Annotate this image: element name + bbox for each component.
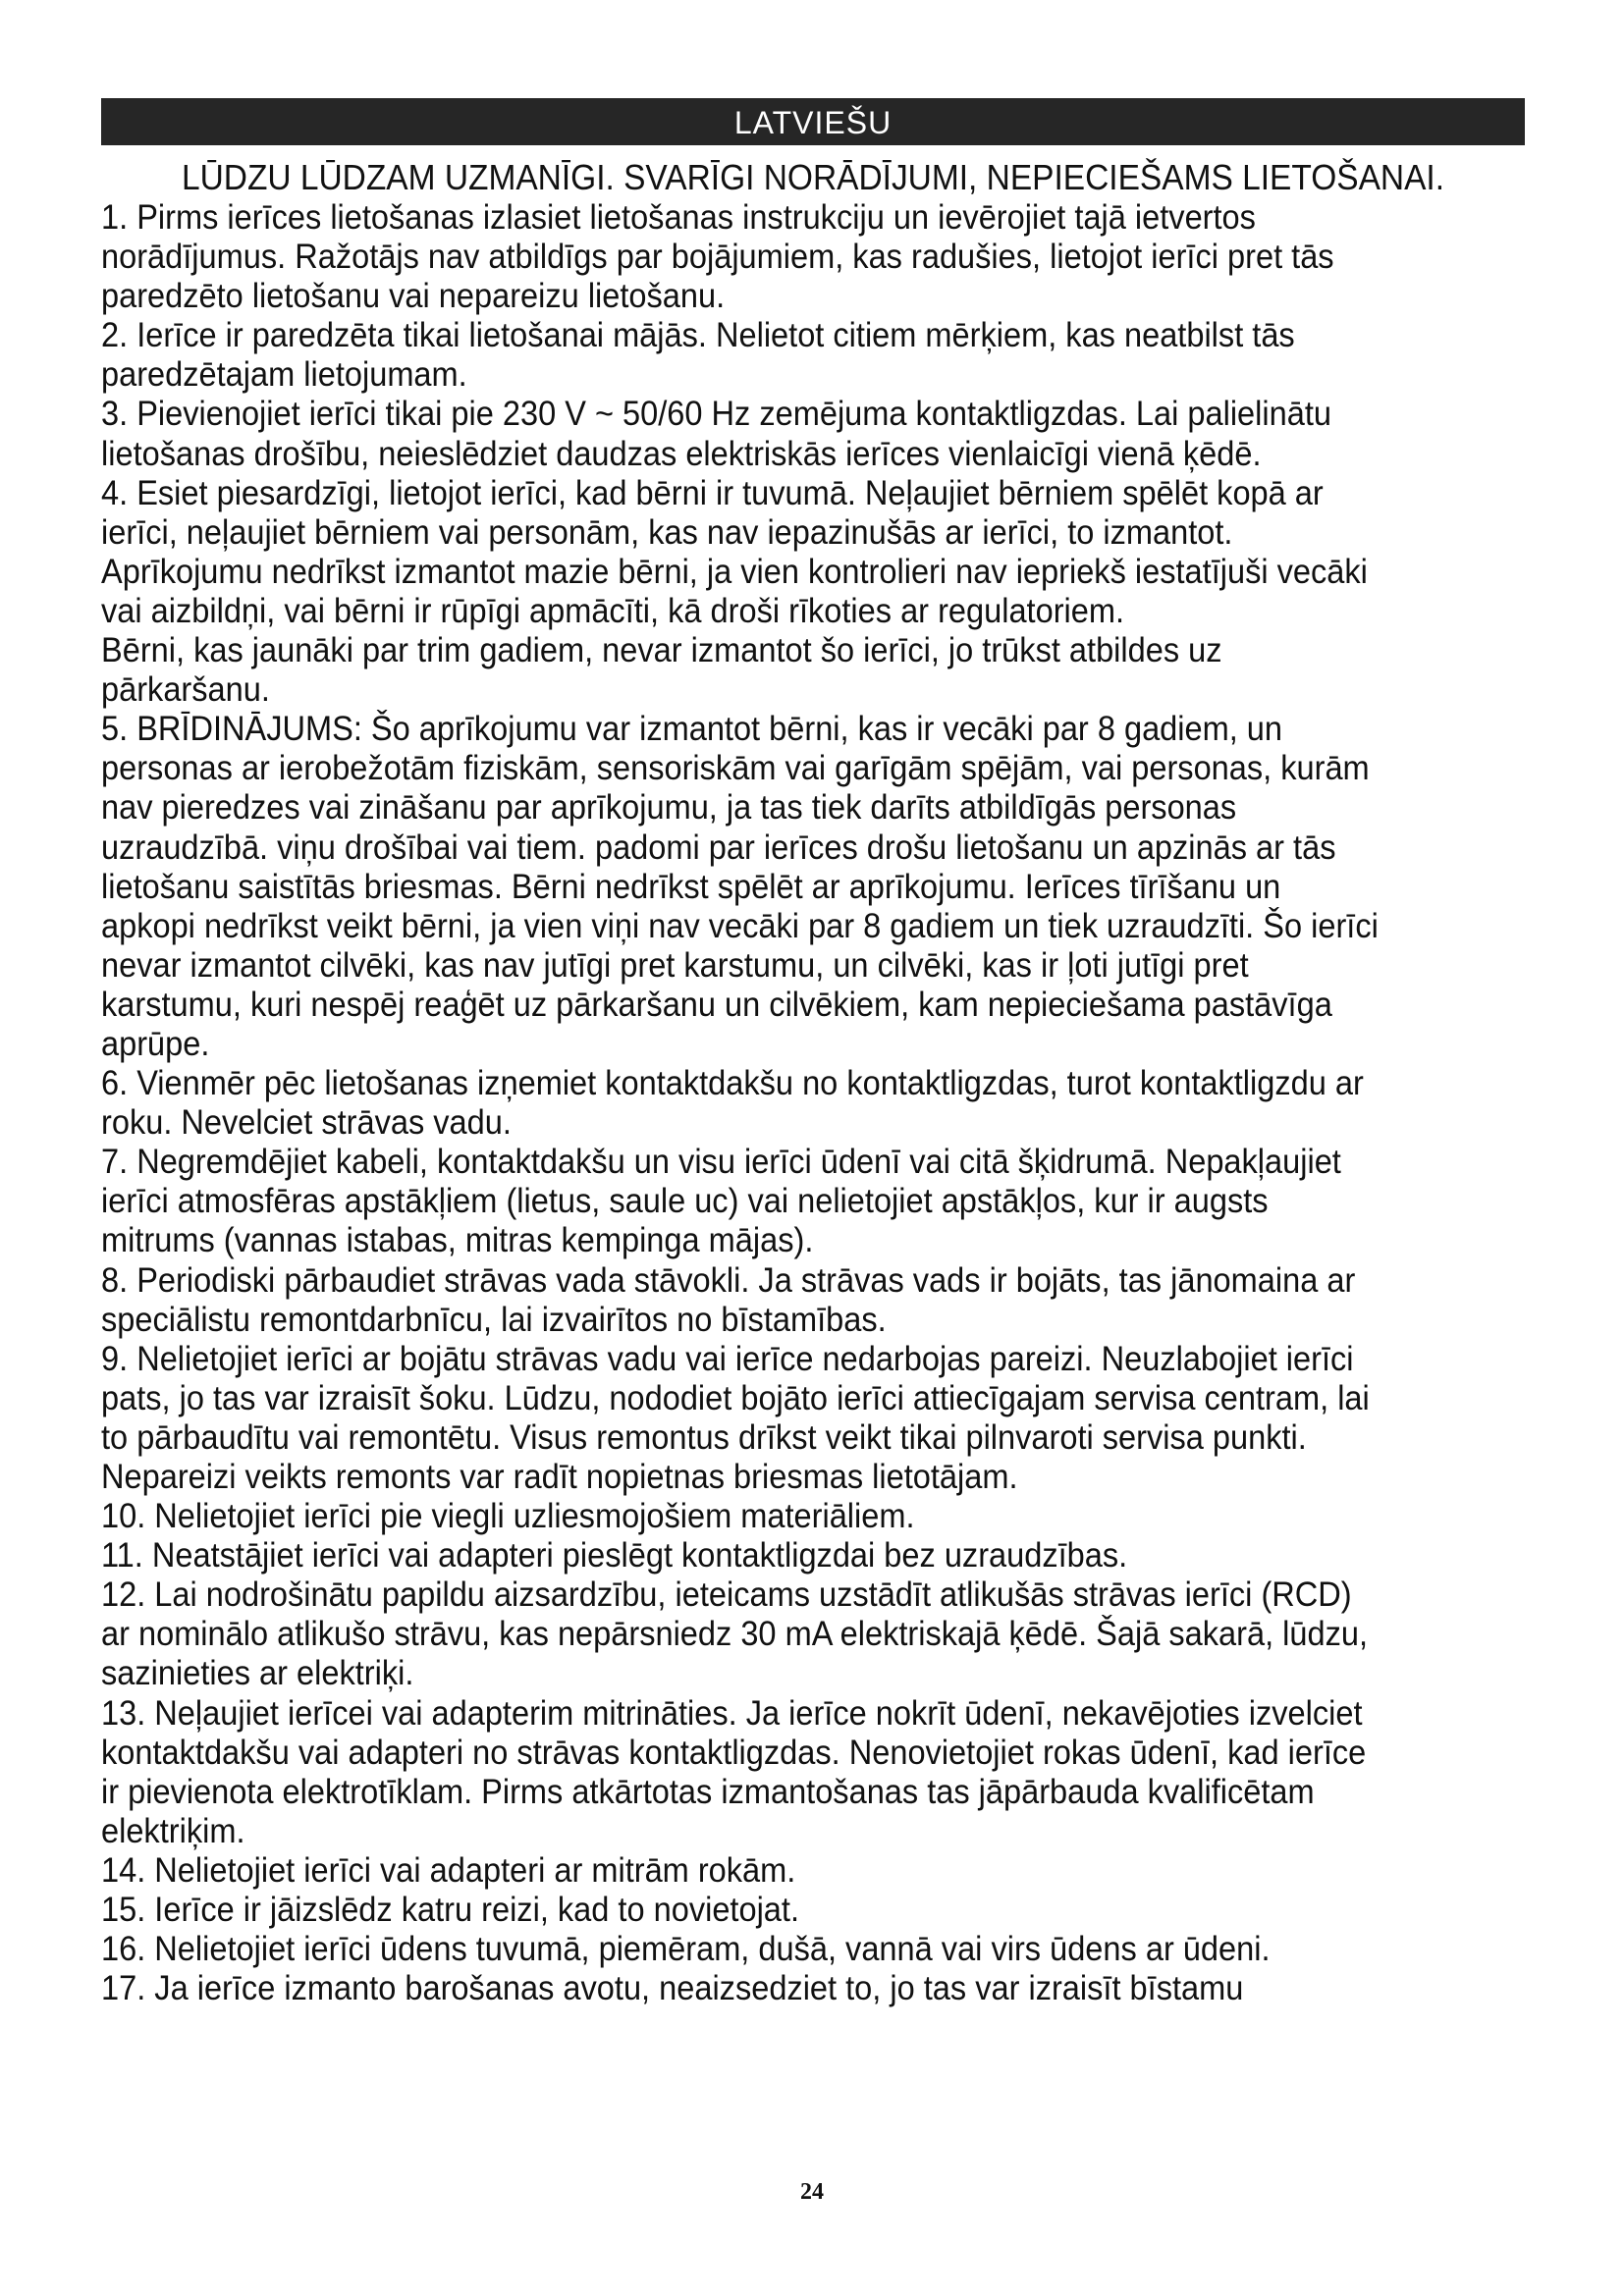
instruction-line: vai aizbildņi, vai bērni ir rūpīgi apmācīti, kā droši rīkoties ar regulatoriem. — [101, 591, 1125, 630]
instruction-line: elektriķim. — [101, 1811, 245, 1850]
instruction-line: mitrums (vannas istabas, mitras kempinga mājas). — [101, 1221, 814, 1260]
instruction-line: 15. Ierīce ir jāizslēdz katru reizi, kad to novietojat. — [101, 1891, 799, 1930]
instruction-line: norādījumus. Ražotājs nav atbildīgs par bojājumiem, kas radušies, lietojot ierīci pret tās — [101, 238, 1334, 277]
instruction-line: Aprīkojumu nedrīkst izmantot mazie bērni, ja vien kontrolieri nav iepriekš iestatījuši vecāki — [101, 552, 1368, 591]
instruction-line: Nepareizi veikts remonts var radīt nopietnas briesmas lietotājam. — [101, 1458, 1018, 1496]
instruction-line: karstumu, kuri nespēj reaģēt uz pārkaršanu un cilvēkiem, kam nepieciešama pastāvīga — [101, 985, 1332, 1024]
instruction-line: to pārbaudītu vai remontētu. Visus remontus drīkst veikt tikai pilnvaroti servisa punkti. — [101, 1417, 1307, 1457]
instruction-line: 6. Vienmēr pēc lietošanas izņemiet kontaktdakšu no kontaktligzdas, turot kontaktligzdu ar — [101, 1064, 1364, 1103]
language-header-bar — [101, 98, 1525, 145]
page-number: 24 — [800, 2179, 824, 2205]
instruction-line: pats, jo tas var izraisīt šoku. Lūdzu, nododiet bojāto ierīci attiecīgajam servisa centram, lai — [101, 1378, 1370, 1417]
instruction-line: 1. Pirms ierīces lietošanas izlasiet lietošanas instrukciju un ievērojiet tajā ietvertos — [101, 198, 1256, 237]
instruction-line: sazinieties ar elektriķi. — [101, 1654, 414, 1693]
safety-heading: LŪDZU LŪDZAM UZMANĪGI. SVARĪGI NORĀDĪJUMI, NEPIECIEŠAMS LIETOŠANAI. — [181, 157, 1445, 197]
instruction-line: paredzēto lietošanu vai nepareizu lietošanu. — [101, 277, 726, 316]
instruction-line: ierīci atmosfēras apstākļiem (lietus, saule uc) vai nelietojiet apstākļos, kur ir augsts — [101, 1182, 1269, 1221]
instruction-line: personas ar ierobežotām fiziskām, sensoriskām vai garīgām spējām, vai personas, kurām — [101, 749, 1370, 788]
instruction-line: ir pievienota elektrotīklam. Pirms atkārtotas izmantošanas tas jāpārbauda kvalificētam — [101, 1772, 1315, 1811]
instruction-line: 16. Nelietojiet ierīci ūdens tuvumā, piemēram, dušā, vannā vai virs ūdens ar ūdeni. — [101, 1930, 1271, 1969]
instruction-line: 4. Esiet piesardzīgi, lietojot ierīci, kad bērni ir tuvumā. Neļaujiet bērniem spēlēt kopā ar — [101, 473, 1324, 512]
instruction-line: 14. Nelietojiet ierīci vai adapteri ar mitrām rokām. — [101, 1850, 796, 1890]
instruction-line: ar nominālo atlikušo strāvu, kas nepārsniedz 30 mA elektriskajā ķēdē. Šajā sakarā, lūdzu, — [101, 1615, 1369, 1654]
instruction-line: uzraudzībā. viņu drošībai vai tiem. padomi par ierīces drošu lietošanu un apzinās ar tās — [101, 828, 1336, 867]
instruction-line: 2. Ierīce ir paredzēta tikai lietošanai mājās. Nelietot citiem mērķiem, kas neatbilst tās — [101, 316, 1295, 355]
instructions-body — [101, 198, 1521, 2008]
instruction-line: 10. Nelietojiet ierīci pie viegli uzliesmojošiem materiāliem. — [101, 1497, 915, 1536]
instruction-line: 5. BRĪDINĀJUMS: Šo aprīkojumu var izmantot bērni, kas ir vecāki par 8 gadiem, un — [101, 710, 1283, 749]
instruction-line: 7. Negremdējiet kabeli, kontaktdakšu un visu ierīci ūdenī vai citā šķidrumā. Nepakļaujiet — [101, 1143, 1341, 1182]
instruction-line: 13. Neļaujiet ierīcei vai adapterim mitrināties. Ja ierīce nokrīt ūdenī, nekavējoties izvelciet — [101, 1693, 1363, 1733]
instruction-line: speciālistu remontdarbnīcu, lai izvairītos no bīstamības. — [101, 1300, 887, 1339]
instruction-line: ierīci, neļaujiet bērniem vai personām, kas nav iepazinušās ar ierīci, to izmantot. — [101, 512, 1233, 552]
instruction-line: nevar izmantot cilvēki, kas nav jutīgi pret karstumu, un cilvēki, kas ir ļoti jutīgi pret — [101, 945, 1249, 985]
instruction-line: lietošanu saistītās briesmas. Bērni nedrīkst spēlēt ar aprīkojumu. Ierīces tīrīšanu un — [101, 867, 1281, 906]
instruction-line: 11. Neatstājiet ierīci vai adapteri pieslēgt kontaktligzdai bez uzraudzības. — [101, 1536, 1128, 1575]
instruction-line: nav pieredzes vai zināšanu par aprīkojumu, ja tas tiek darīts atbildīgās personas — [101, 788, 1237, 828]
instruction-line: apkopi nedrīkst veikt bērni, ja vien viņi nav vecāki par 8 gadiem un tiek uzraudzīti. Šo ierīci — [101, 906, 1379, 945]
instruction-line: kontaktdakšu vai adapteri no strāvas kontaktligzdas. Nenovietojiet rokas ūdenī, kad ierīce — [101, 1733, 1367, 1772]
instruction-line: Bērni, kas jaunāki par trim gadiem, nevar izmantot šo ierīci, jo trūkst atbildes uz — [101, 631, 1222, 670]
instruction-line: lietošanas drošību, neieslēdziet daudzas elektriskās ierīces vienlaicīgi vienā ķēdē. — [101, 434, 1262, 473]
instruction-line: roku. Nevelciet strāvas vadu. — [101, 1103, 512, 1143]
language-label: LATVIEŠU — [733, 105, 893, 140]
document-page — [101, 98, 1525, 2008]
instruction-line: 8. Periodiski pārbaudiet strāvas vada stāvokli. Ja strāvas vads ir bojāts, tas jānomaina ar — [101, 1260, 1356, 1300]
instruction-line: aprūpe. — [101, 1024, 210, 1063]
instruction-line: pārkaršanu. — [101, 670, 270, 710]
instruction-line: 17. Ja ierīce izmanto barošanas avotu, neaizsedziet to, jo tas var izraisīt bīstamu — [101, 1969, 1244, 2008]
instruction-line: paredzētajam lietojumam. — [101, 355, 467, 395]
instruction-line: 12. Lai nodrošinātu papildu aizsardzību, ieteicams uzstādīt atlikušās strāvas ierīci (RCD) — [101, 1575, 1352, 1615]
instruction-line: 3. Pievienojiet ierīci tikai pie 230 V ~ 50/60 Hz zemējuma kontaktligzdas. Lai palielinātu — [101, 395, 1331, 434]
instruction-line: 9. Nelietojiet ierīci ar bojātu strāvas vadu vai ierīce nedarbojas pareizi. Neuzlabojiet ierīci — [101, 1339, 1354, 1378]
